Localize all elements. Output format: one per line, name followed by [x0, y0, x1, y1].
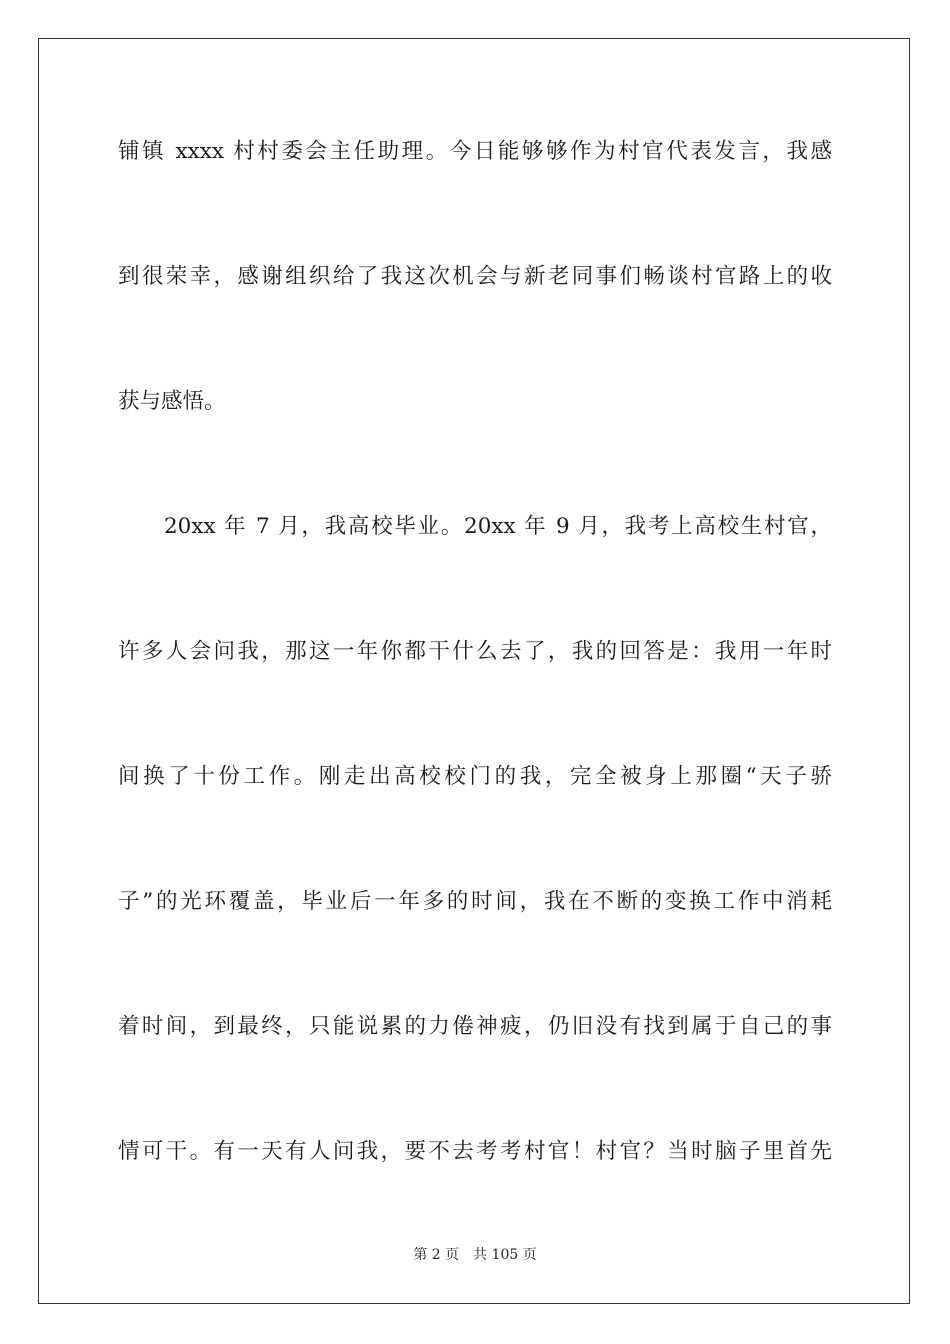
text-line: 着时间，到最终，只能说累的力倦神疲，仍旧没有找到属于自己的事: [118, 1014, 832, 1039]
text-line: 许多人会问我，那这一年你都干什么去了，我的回答是：我用一年时: [118, 639, 832, 664]
text-line: 获与感悟。: [118, 389, 226, 414]
text-line: 子”的光环覆盖，毕业后一年多的时间，我在不断的变换工作中消耗: [118, 889, 832, 914]
text-line: 到很荣幸，感谢组织给了我这次机会与新老同事们畅谈村官路上的收: [118, 264, 832, 289]
page-number: 第 2 页: [413, 1247, 460, 1263]
text-line: 间换了十份工作。刚走出高校校门的我，完全被身上那圈“天子骄: [118, 764, 832, 789]
page-border: [38, 38, 910, 1304]
page-footer: [0, 1245, 950, 1265]
text-line: 情可干。有一天有人问我，要不去考考村官！村官？当时脑子里首先: [118, 1139, 832, 1164]
text-line: 20xx 年 7 月，我高校毕业。20xx 年 9 月，我考上高校生村官，: [164, 514, 832, 539]
text-line: 铺镇 xxxx 村村委会主任助理。今日能够够作为村官代表发言，我感: [118, 139, 832, 164]
page-total: 共 105 页: [473, 1247, 537, 1263]
